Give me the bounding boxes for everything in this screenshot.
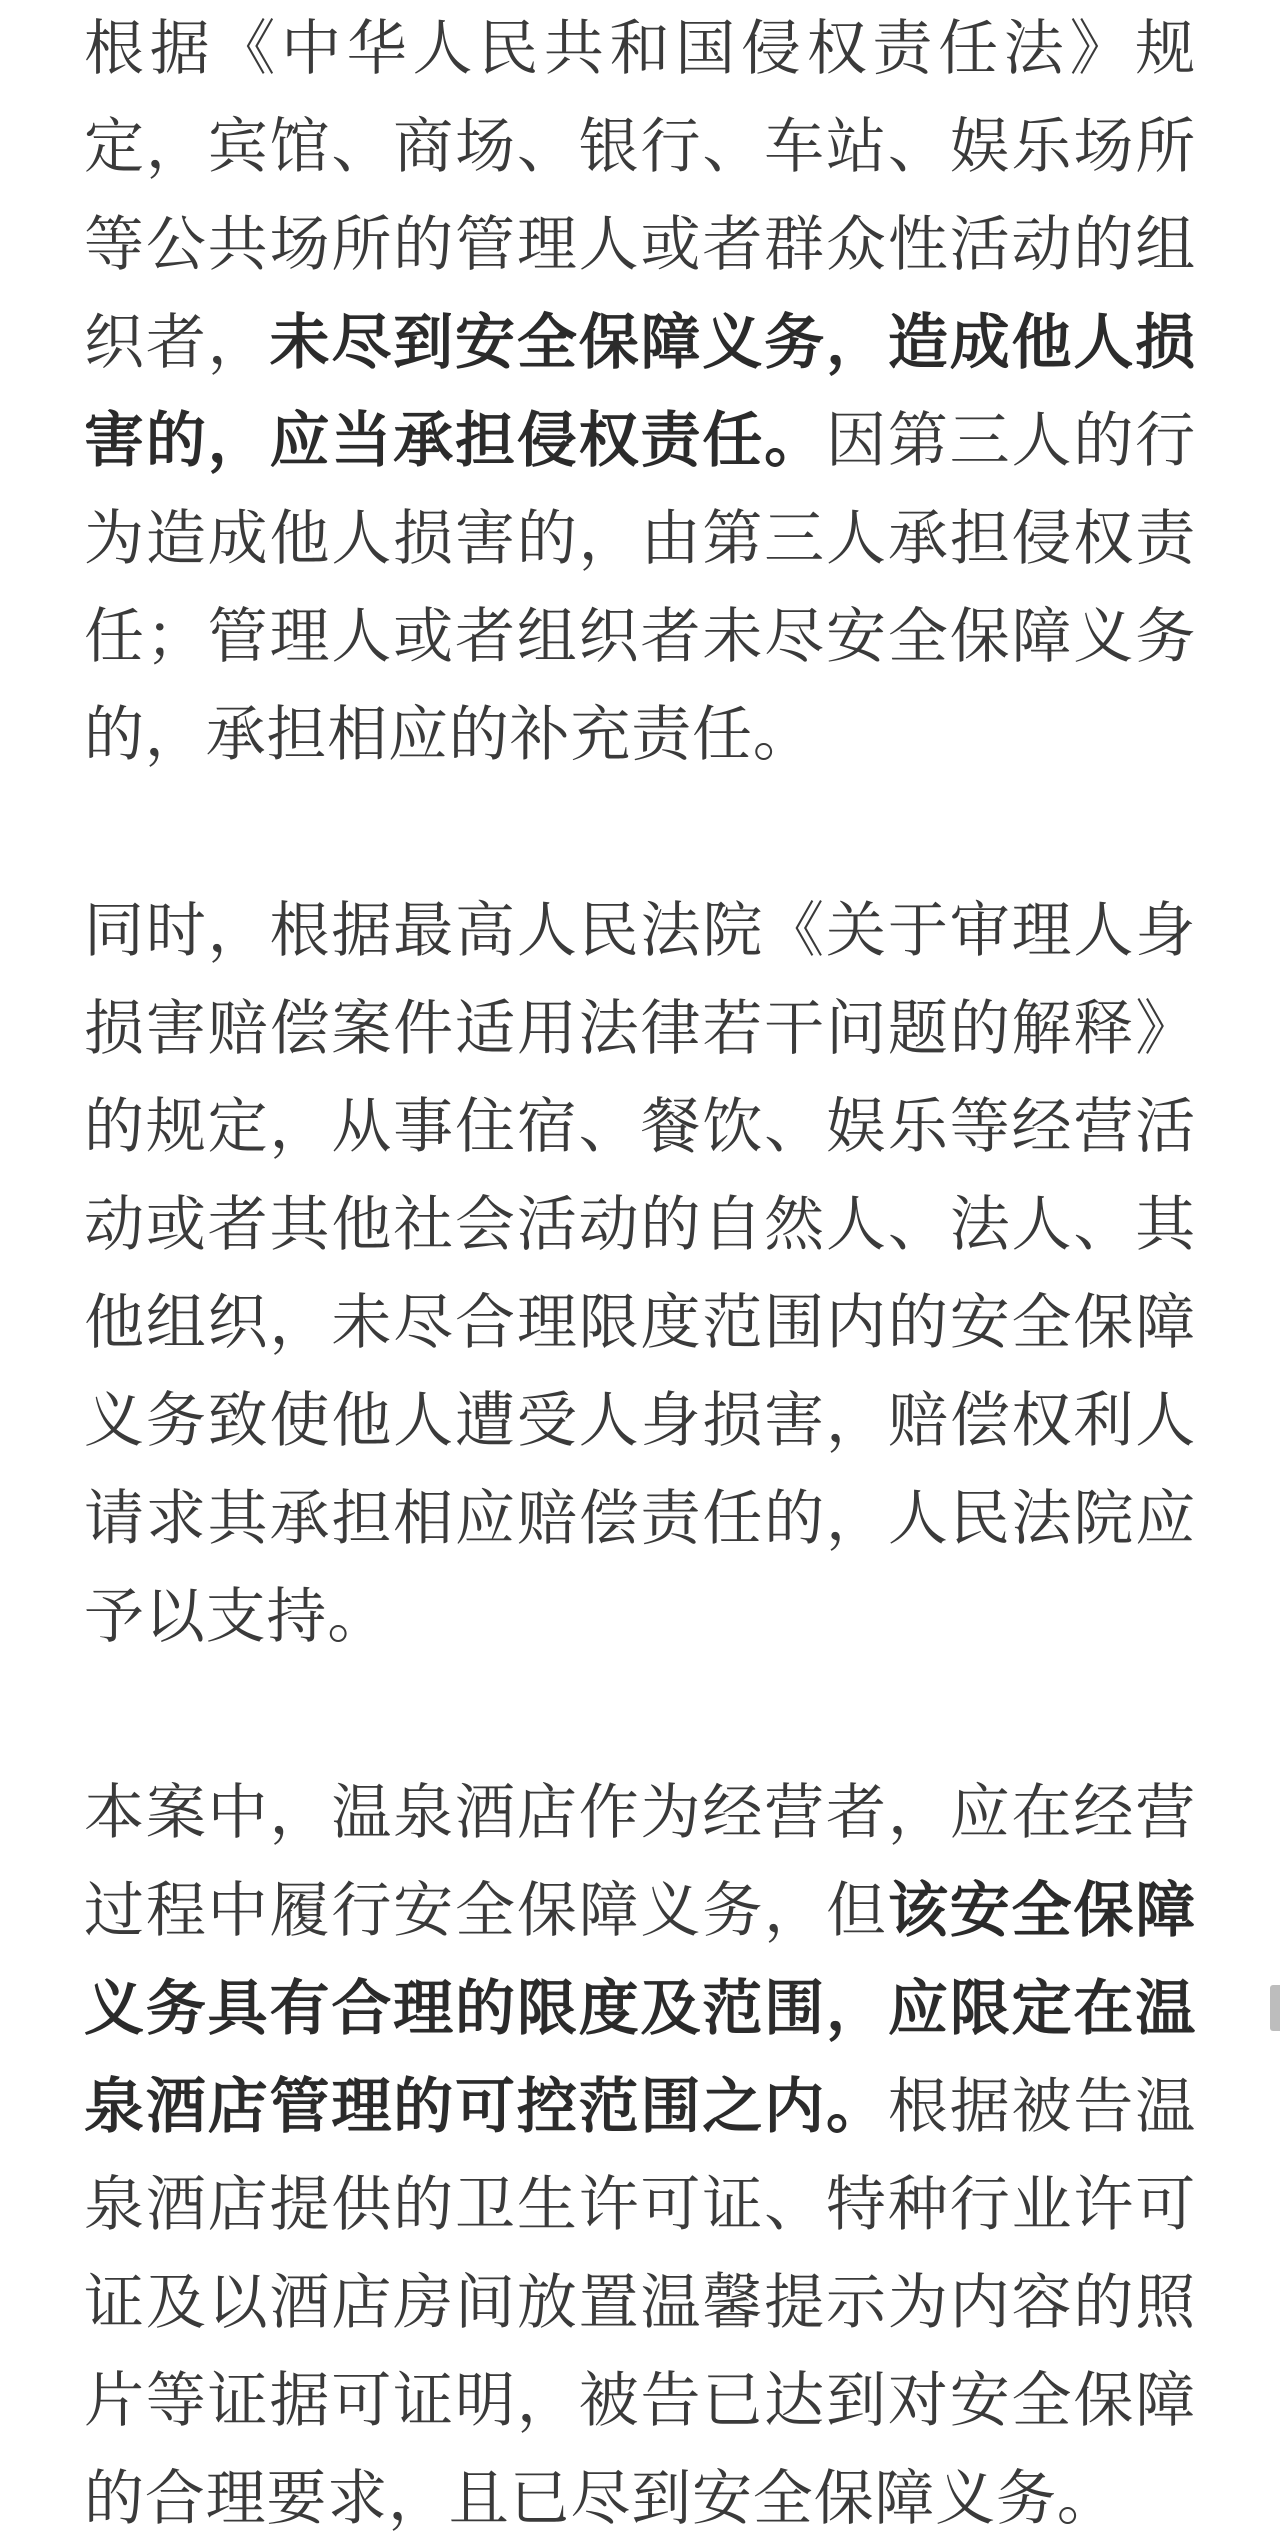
paragraph-2-text: 同时，根据最高人民法院《关于审理人身损害赔偿案件适用法律若干问题的解释》的规定，从事住宿、餐饮、娱乐等经营活动或者其他社会活动的自然人、法人、其他组织，未尽合理限度范围内的安全保障义务致使他人遭受人身损害，赔偿权利人请求其承担相应赔偿责任的，人民法院应予以支持。: [84, 896, 1196, 1652]
paragraph-1-text-2: 因第三人的行为造成他人损害的，由第三人承担侵权责任；管理人或者组织者未尽安全保障义务的，承担相应的补充责任。: [84, 406, 1196, 770]
article-body: [84, 0, 1196, 2548]
paragraph-3-text-2: 根据被告温泉酒店提供的卫生许可证、特种行业许可证及以酒店房间放置温馨提示为内容的照片等证据可证明，被告已达到对安全保障的合理要求，且已尽到安全保障义务。: [84, 2072, 1196, 2534]
paragraph-3-bold-text: 该安全保障义务具有合理的限度及范围，应限定在温泉酒店管理的可控范围之内。: [84, 1876, 1196, 2142]
paragraph-3-text-1: 本案中，温泉酒店作为经营者，应在经营过程中履行安全保障义务，但: [84, 1778, 1196, 1946]
paragraph-1: [84, 0, 1196, 784]
paragraph-2: [84, 882, 1196, 1666]
paragraph-1-text-1: 根据《中华人民共和国侵权责任法》规定，宾馆、商场、银行、车站、娱乐场所等公共场所的管理人或者群众性活动的组织者，: [84, 14, 1196, 378]
paragraph-1-bold-text: 未尽到安全保障义务，造成他人损害的，应当承担侵权责任。: [84, 308, 1197, 476]
scrollbar-thumb[interactable]: [1270, 1985, 1280, 2031]
paragraph-3: [84, 1764, 1196, 2548]
